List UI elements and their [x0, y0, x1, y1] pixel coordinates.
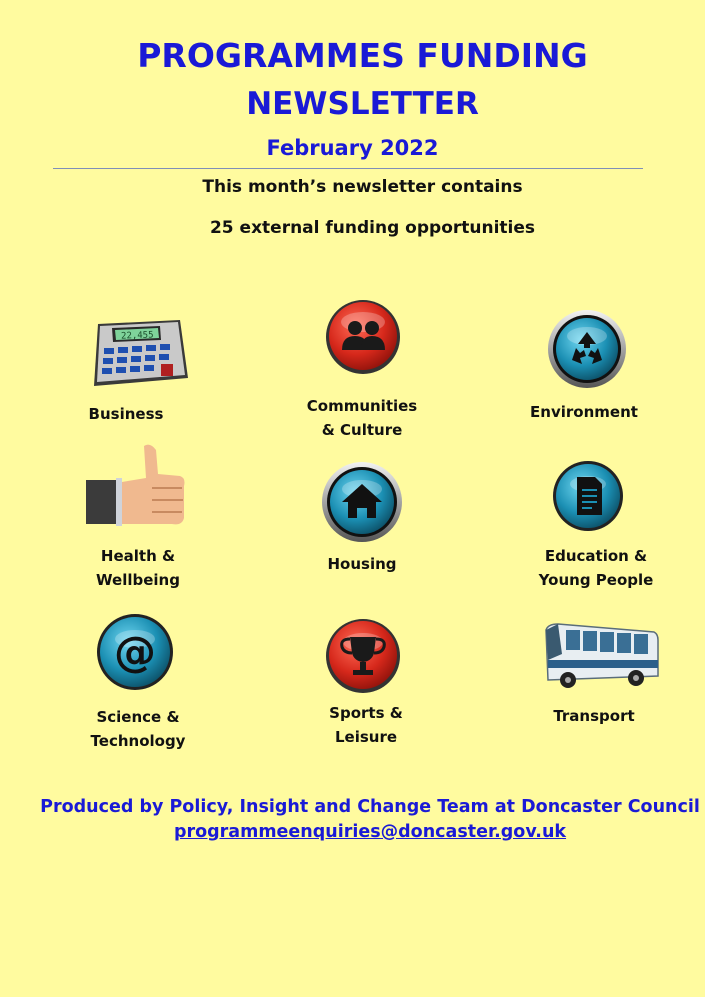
- category-label: Communities & Culture: [306, 397, 418, 439]
- category-label: Education & Young People: [538, 547, 654, 589]
- calculator-icon: [88, 318, 190, 390]
- category-label: Health & Wellbeing: [96, 547, 180, 589]
- category-environment: [494, 308, 674, 428]
- header-divider: [53, 168, 643, 169]
- category-label: Sports & Leisure: [329, 704, 403, 746]
- trophy-icon: [324, 617, 402, 695]
- at-sign-icon: [96, 613, 174, 691]
- intro-line1: This month’s newsletter contains: [202, 177, 523, 197]
- house-icon: [320, 460, 404, 544]
- category-label: Business: [88, 405, 164, 423]
- category-housing: [272, 460, 452, 580]
- newsletter-title-line2: NEWSLETTER: [246, 86, 479, 122]
- category-transport: [504, 620, 684, 740]
- calculator-display: 22,455: [120, 330, 154, 342]
- contact-email-link[interactable]: programmeenquiries@doncaster.gov.uk: [173, 822, 567, 842]
- recycle-icon: [546, 308, 628, 390]
- people-icon: [324, 298, 402, 376]
- category-label: Housing: [327, 555, 397, 573]
- category-business: [36, 318, 216, 428]
- category-education-young-people: [506, 460, 686, 600]
- svg-text:@: @: [114, 627, 156, 676]
- produced-by-text: Produced by Policy, Insight and Change Team at Doncaster Council: [40, 797, 700, 817]
- category-label: Transport: [553, 707, 635, 725]
- newsletter-title-line1: PROGRAMMES FUNDING: [137, 36, 588, 75]
- bus-icon: [542, 620, 660, 690]
- category-sports-leisure: [276, 617, 456, 757]
- category-science-technology: [48, 613, 228, 753]
- category-health-wellbeing: [48, 442, 228, 592]
- document-icon: [552, 460, 624, 532]
- thumbs-up-icon: [86, 442, 190, 528]
- category-label: Environment: [530, 403, 638, 421]
- intro-line2: 25 external funding opportunities: [209, 218, 536, 238]
- newsletter-date: February 2022: [266, 136, 439, 160]
- category-communities-culture: [272, 298, 452, 448]
- category-label: Science & Technology: [90, 708, 186, 750]
